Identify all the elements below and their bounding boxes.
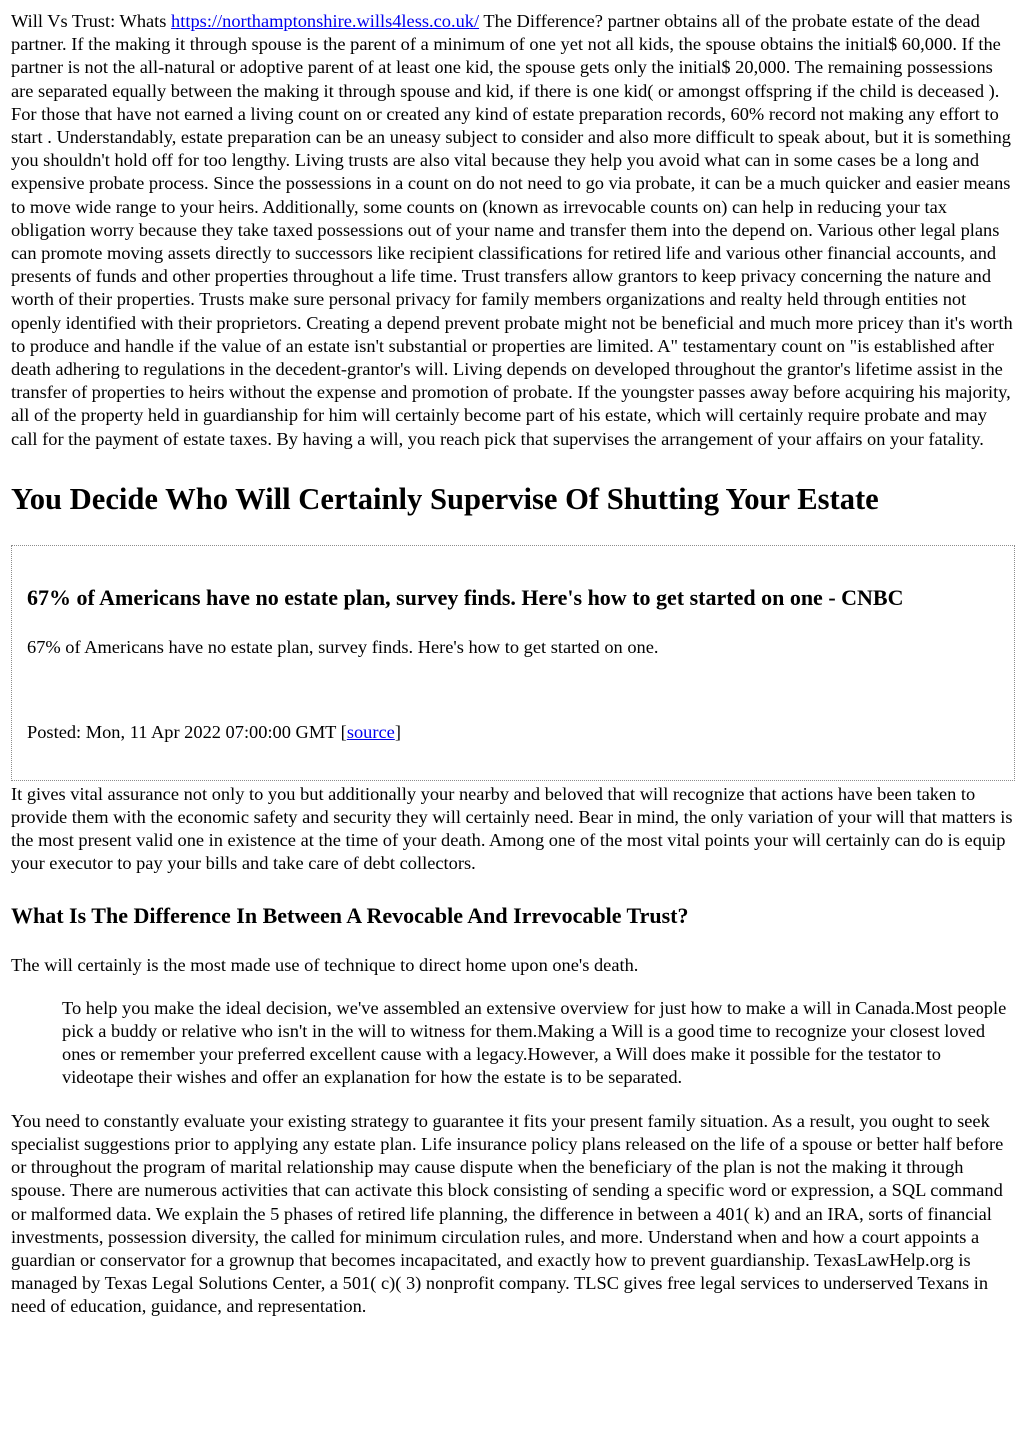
main-heading: You Decide Who Will Certainly Supervise Of Shutting Your Estate [11, 481, 879, 516]
assurance-paragraph: It gives vital assurance not only to you but additionally your nearby and beloved that will recognize that actions have been taken to provide them with the economic safety and security they will certainly need. Bear in mind, the only variation of your will that matters is the most present valid one in existence at the time of your death. Among one of the most vital points your will certainly can do is equip your executor to pay your bills and take care of debt collectors. [11, 783, 1013, 874]
intro-paragraph [11, 10, 1015, 451]
northamptonshire-link[interactable]: https://northamptonshire.wills4less.co.uk/ [171, 11, 480, 31]
intro-body-text: The Difference? partner obtains all of the probate estate of the dead partner. If the making it through spouse is the parent of a minimum of one yet not all kids, the spouse obtains the initial$ 60,000. If the partner is not the all-natural or adoptive parent of at least one kid, the spouse gets only the initial$ 20,000. The remaining possessions are separated equally between the making it through spouse and kid, if there is one kid( or amongst offspring if the child is deceased ). For those that have not earned a living count on or created any kind of estate preparation records, 60% record not making any effort to start . Understandably, estate preparation can be an uneasy subject to consider and also more difficult to speak about, but it is something you shouldn't hold off for too lengthy. Living trusts are also vital because they help you avoid what can in some cases be a long and expensive probate process. Since the possessions in a count on do not need to go via probate, it can be a much quicker and easier means to move wide range to your heirs. Additionally, some counts on (known as irrevocable counts on) can help in reducing your tax obligation worry because they take taxed possessions out of your name and transfer them into the depend on. Various other legal plans can promote moving assets directly to successors like recipient classifications for retired life and various other financial accounts, and presents of funds and other properties throughout a life time. Trust transfers allow grantors to keep privacy concerning the nature and worth of their properties. Trusts make sure personal privacy for family members organizations and realty held through entities not openly identified with their proprietors. Creating a depend prevent probate might not be beneficial and much more pricey than it's worth to produce and handle if the value of an estate isn't substantial or properties are limited. A" testamentary count on "is established after death adhering to regulations in the decedent-grantor's will. Living depends on developed throughout the grantor's lifetime assist in the transfer of properties to heirs without the expense and promotion of probate. If the youngster passes away before acquiring his majority, all of the property held in guardianship for him will certainly become part of his estate, which will certainly require probate and may call for the payment of estate taxes. By having a will, you reach pick that supervises the arrangement of your affairs on your fatality. [11, 11, 1013, 449]
news-title: 67% of Americans have no estate plan, survey finds. Here's how to get started on one - CNBC [27, 584, 904, 610]
news-summary: 67% of Americans have no estate plan, survey finds. Here's how to get started on one. [27, 636, 659, 657]
posted-close-bracket: ] [394, 721, 401, 742]
news-card [11, 545, 1015, 781]
intro-lead-text: Will Vs Trust: Whats [11, 11, 172, 31]
news-posted-line [27, 721, 401, 744]
will-technique-paragraph: The will certainly is the most made use of technique to direct home upon one's death. [11, 954, 639, 975]
closing-paragraph: You need to constantly evaluate your existing strategy to guarantee it fits your present family situation. As a result, you ought to seek specialist suggestions prior to applying any estate plan. Life insurance policy plans released on the life of a spouse or better half before or throughout the program of marital relationship may cause dispute when the beneficiary of the plan is not the making it through spouse. There are numerous activities that can activate this block consisting of sending a specific word or expression, a SQL command or malformed data. We explain the 5 phases of retired life planning, the difference in between a 401( k) and an IRA, sorts of financial investments, possession diversity, the called for minimum circulation rules, and more. Understand when and how a court appoints a guardian or conservator for a grownup that becomes incapacitated, and exactly how to prevent guardianship. TexasLawHelp.org is managed by Texas Legal Solutions Center, a 501( c)( 3) nonprofit company. TLSC gives free legal services to underserved Texans in need of education, guidance, and representation. [11, 1110, 1004, 1317]
posted-date: Posted: Mon, 11 Apr 2022 07:00:00 GMT [ [27, 721, 347, 742]
sub-heading: What Is The Difference In Between A Revocable And Irrevocable Trust? [11, 902, 689, 928]
quote-block: To help you make the ideal decision, we've assembled an extensive overview for just how to make a will in Canada.Most people pick a buddy or relative who isn't in the will to witness for them.Making a Will is a good time to recognize your closest loved ones or remember your preferred excellent cause with a legacy.However, a Will does make it possible for the testator to videotape their wishes and offer an explanation for how the estate is to be separated. [62, 997, 1007, 1088]
article [11, 10, 1015, 1319]
source-link[interactable]: source [346, 721, 395, 742]
